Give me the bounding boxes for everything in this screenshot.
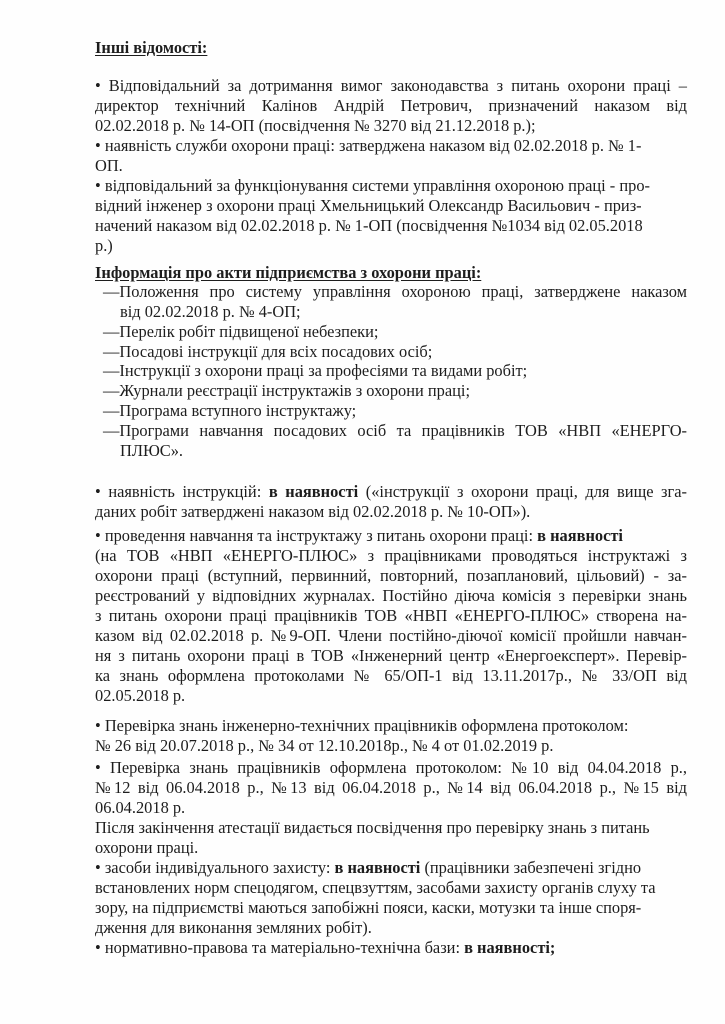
instructions-label: • наявність інструкцій: — [95, 482, 269, 501]
training-line-1 — [95, 526, 687, 546]
system-responsible-line-3: начений наказом від 02.02.2018 р. № 1-ОП (посвідчення №1034 від 02.05.2018 — [95, 216, 643, 235]
ppe-line: зору, на підприємстві маються запобіжні пояси, каски, мотузки та інше споря- — [95, 898, 642, 917]
act-item-line: —Перелік робіт підвищеної небезпеки; — [103, 322, 379, 341]
training-line: 02.05.2018 р. — [95, 686, 186, 705]
system-responsible-line-2: відний інженер з охорони праці Хмельницький Олександр Васильович - приз- — [95, 196, 642, 215]
act-item-line: —Журнали реєстрації інструктажів з охорони праці; — [103, 381, 471, 400]
act-item-line: —Положення про систему управління охороною праці, затверджене наказом — [103, 282, 687, 301]
training-status: в наявності — [537, 526, 623, 545]
section-heading-acts: Інформація про акти підприємства з охорони праці: — [95, 263, 482, 282]
responsible-line-1: • Відповідальний за дотримання вимог законодавства з питань охорони праці – — [95, 76, 687, 95]
ppe-detail: (працівники забезпечені згідно — [420, 858, 642, 877]
normative-status: в наявності; — [464, 938, 556, 957]
training-line: охорони праці (вступний, первинний, повторний, позаплановий, цільовий) - за- — [95, 566, 687, 585]
instructions-line-2: даних робіт затверджені наказом від 02.02.2018 р. № 10-ОП»). — [95, 502, 531, 521]
training-line: реєстрований у відповідних журналах. Постійно діюча комісія з перевірки знань — [95, 586, 687, 605]
certificate-line: Після закінчення атестації видається посвідчення про перевірку знань з питань — [95, 818, 650, 837]
ppe-line-1 — [95, 858, 687, 878]
act-item-line: —Посадові інструкції для всіх посадових осіб; — [103, 342, 433, 361]
ppe-line: дження для виконання земляних робіт). — [95, 918, 372, 937]
engineers-check-line: • Перевірка знань інженерно-технічних працівників оформлена протоколом: — [95, 716, 629, 735]
responsible-line-2: директор технічний Калінов Андрій Петрович, призначений наказом від — [95, 96, 687, 115]
system-responsible-line-1: • відповідальний за функціонування системи управління охороною праці - про- — [95, 176, 650, 195]
training-line: казом від 02.02.2018 р. №9-ОП. Члени постійно-діючої комісії пройшли навчан- — [95, 626, 687, 645]
responsible-line-3: 02.02.2018 р. № 14-ОП (посвідчення № 3270 від 21.12.2018 р.); — [95, 116, 536, 135]
training-line: з питань охорони праці працівників ТОВ «НВП «ЕНЕРГО-ПЛЮС» створена на- — [95, 606, 687, 625]
ppe-line: встановлених норм спецодягом, спецвзуттям, засобами захисту органів слуху та — [95, 878, 656, 897]
normative-base-line — [95, 938, 687, 958]
act-item-line: —Програма вступного інструктажу; — [103, 401, 357, 420]
training-line: (на ТОВ «НВП «ЕНЕРГО-ПЛЮС» з працівниками проводяться інструктажі з — [95, 546, 687, 565]
safety-service-line-1: • наявність служби охорони праці: затверджена наказом від 02.02.2018 р. № 1- — [95, 136, 642, 155]
instructions-detail: («інструкції з охорони праці, для вище зга- — [358, 482, 687, 501]
act-item-line: від 02.02.2018 р. № 4-ОП; — [120, 302, 301, 321]
workers-check-line: • Перевірка знань працівників оформлена протоколом: №10 від 04.04.2018 р., — [95, 758, 687, 777]
section-heading-other-info: Інші відомості: — [95, 38, 208, 57]
training-line: ня з питань охорони праці в ТОВ «Інженерний центр «Енергоексперт». Перевір- — [95, 646, 687, 665]
normative-label: • нормативно-правова та матеріально-технічна бази: — [95, 938, 465, 957]
system-responsible-line-4: р.) — [95, 236, 113, 255]
training-line: ка знань оформлена протоколами № 65/ОП-1 від 13.11.2017р., № 33/ОП від — [95, 666, 687, 685]
act-item-line: —Програми навчання посадових осіб та працівників ТОВ «НВП «ЕНЕРГО- — [103, 421, 687, 440]
ppe-label: • засоби індивідуального захисту: — [95, 858, 335, 877]
instructions-status: в наявності — [268, 482, 359, 501]
training-label: • проведення навчання та інструктажу з питань охорони праці: — [95, 526, 538, 545]
instructions-line-1 — [95, 482, 687, 502]
workers-check-line: 06.04.2018 р. — [95, 798, 186, 817]
safety-service-line-2: ОП. — [95, 156, 123, 175]
act-item-line: —Інструкції з охорони праці за професіями та видами робіт; — [103, 361, 528, 380]
ppe-status: в наявності — [334, 858, 421, 877]
certificate-line: охорони праці. — [95, 838, 199, 857]
engineers-check-line: № 26 від 20.07.2018 р., № 34 от 12.10.2018р., № 4 от 01.02.2019 р. — [95, 736, 554, 755]
act-item-line: ПЛЮС». — [120, 441, 184, 460]
workers-check-line: №12 від 06.04.2018 р., №13 від 06.04.2018 р., №14 від 06.04.2018 р., №15 від — [95, 778, 687, 797]
